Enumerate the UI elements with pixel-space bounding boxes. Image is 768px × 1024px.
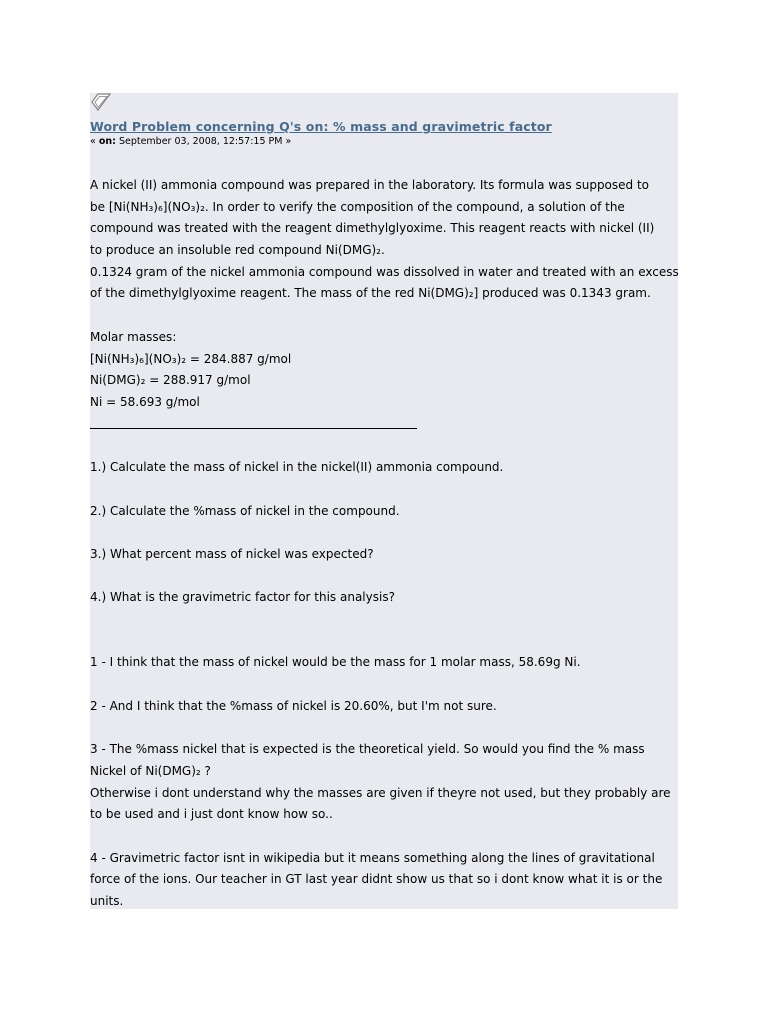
question-3: 3.) What percent mass of nickel was expected? xyxy=(90,547,374,561)
post-icon xyxy=(91,93,111,111)
question-1: 1.) Calculate the mass of nickel in the nickel(II) ammonia compound. xyxy=(90,460,504,475)
answer-3-line: to be used and i just dont know how so.. xyxy=(90,807,333,822)
answer-3-line: Nickel of Ni(DMG)₂ ? xyxy=(90,763,211,778)
molar-mass-line: [Ni(NH₃)₆](NO₃)₂ = 284.887 g/mol xyxy=(90,351,292,366)
answer-3-line: Otherwise i dont understand why the masses are given if theyre not used, but they probably are xyxy=(90,785,671,800)
answer-1: 1 - I think that the mass of nickel would be the mass for 1 molar mass, 58.69g Ni. xyxy=(90,655,581,670)
molar-mass-line: Ni(DMG)₂ = 288.917 g/mol xyxy=(90,373,251,388)
post-date: September 03, 2008, 12:57:15 PM » xyxy=(115,136,292,147)
answer-4-line: units. xyxy=(90,894,124,909)
problem-line: be [Ni(NH₃)₆](NO₃)₂. In order to verify the composition of the compound, a solution of the xyxy=(90,199,625,214)
meta-on-label: on: xyxy=(98,136,116,147)
meta-open: « xyxy=(90,136,99,147)
problem-line: compound was treated with the reagent dimethylglyoxime. This reagent reacts with nickel (II) xyxy=(90,221,655,236)
answer-2: 2 - And I think that the %mass of nickel is 20.60%, but I'm not sure. xyxy=(90,698,497,713)
answer-4-line: 4 - Gravimetric factor isnt in wikipedia but it means something along the lines of gravitational xyxy=(90,850,655,865)
problem-line: of the dimethylglyoxime reagent. The mass of the red Ni(DMG)₂] produced was 0.1343 gram. xyxy=(90,286,651,301)
answer-4-line: force of the ions. Our teacher in GT last year didnt show us that so i dont know what it is or the xyxy=(90,872,663,887)
post-meta xyxy=(90,136,291,147)
separator-line xyxy=(90,414,417,429)
question-4: 4.) What is the gravimetric factor for this analysis? xyxy=(90,590,395,605)
post-body xyxy=(90,175,678,913)
molar-masses-title: Molar masses: xyxy=(90,329,177,344)
problem-line: A nickel (II) ammonia compound was prepared in the laboratory. Its formula was supposed to xyxy=(90,178,650,192)
forum-post xyxy=(90,93,678,909)
question-2: 2.) Calculate the %mass of nickel in the compound. xyxy=(90,503,400,518)
problem-line: to produce an insoluble red compound Ni(DMG)₂. xyxy=(90,243,385,258)
post-subject-link[interactable]: Word Problem concerning Q's on: % mass and gravimetric factor xyxy=(90,119,552,134)
molar-mass-line: Ni = 58.693 g/mol xyxy=(90,394,200,409)
problem-line: 0.1324 gram of the nickel ammonia compound was dissolved in water and treated with an excess xyxy=(90,264,679,279)
answer-3-line: 3 - The %mass nickel that is expected is the theoretical yield. So would you find the % mass xyxy=(90,742,645,757)
